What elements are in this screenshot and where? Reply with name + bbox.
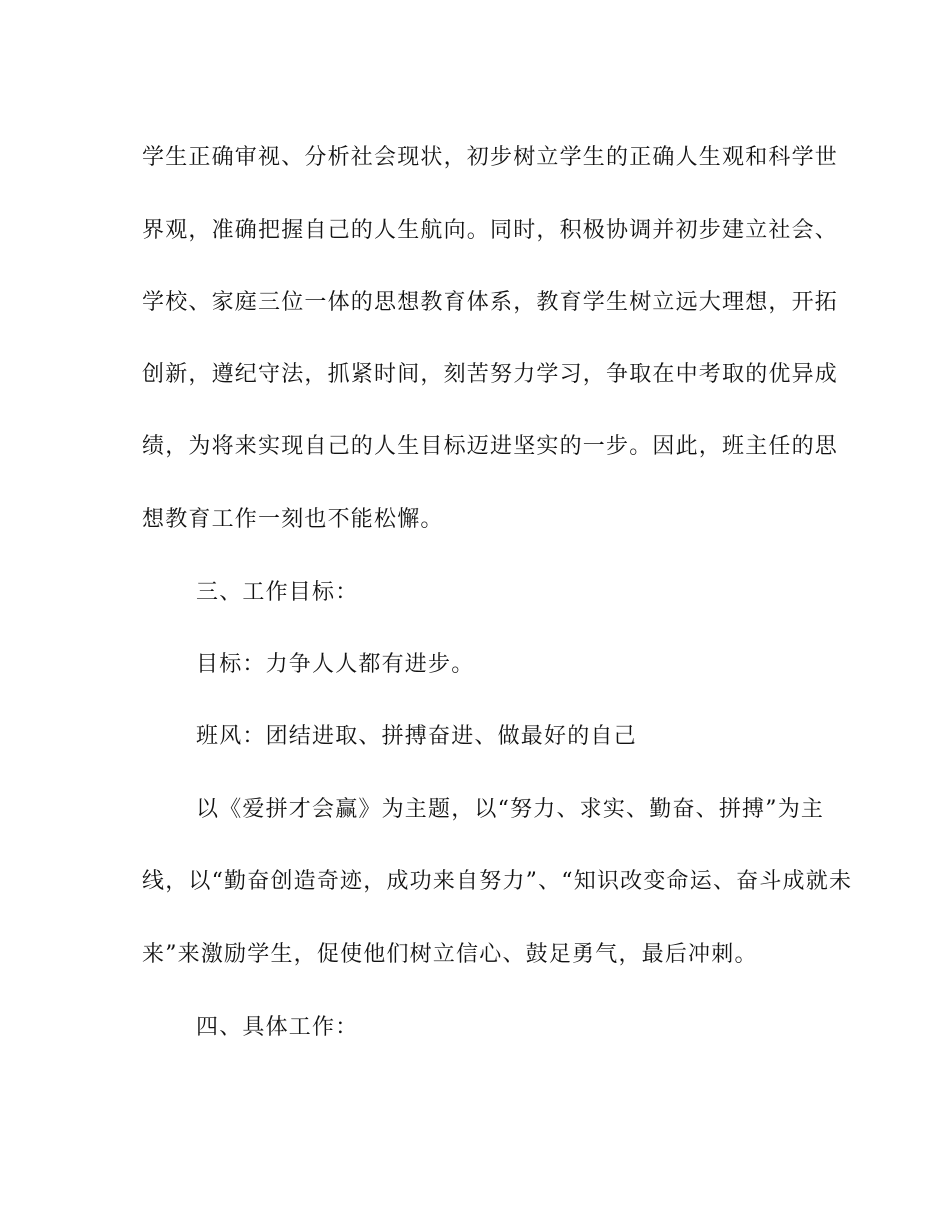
paragraph-line: 绩，为将来实现自己的人生目标迈进坚实的一步。因此，班主任的思 bbox=[142, 434, 839, 459]
paragraph-line: 以《爱拼才会赢》为主题，以“努力、求实、勤奋、拼搏”为主 bbox=[196, 797, 825, 822]
section-heading: 三、工作目标： bbox=[196, 580, 359, 605]
paragraph-line: 学校、家庭三位一体的思想教育体系，教育学生树立远大理想，开拓 bbox=[142, 290, 839, 315]
paragraph-line: 线，以“勤奋创造奇迹，成功来自努力”、“知识改变命运、奋斗成就未 bbox=[142, 869, 853, 894]
paragraph-line: 来”来激励学生，促使他们树立信心、鼓足勇气，最后冲刺。 bbox=[142, 942, 758, 967]
paragraph-line: 界观，准确把握自己的人生航向。同时，积极协调并初步建立社会、 bbox=[142, 218, 839, 243]
paragraph-line: 创新，遵纪守法，抓紧时间，刻苦努力学习，争取在中考取的优异成 bbox=[142, 362, 839, 387]
class-motto-line: 班风：团结进取、拼搏奋进、做最好的自己 bbox=[196, 724, 637, 749]
section-heading: 四、具体工作： bbox=[196, 1015, 359, 1040]
goal-line: 目标：力争人人都有进步。 bbox=[196, 652, 475, 677]
paragraph-line: 学生正确审视、分析社会现状，初步树立学生的正确人生观和科学世 bbox=[142, 145, 839, 170]
paragraph-line: 想教育工作一刻也不能松懈。 bbox=[142, 507, 444, 532]
